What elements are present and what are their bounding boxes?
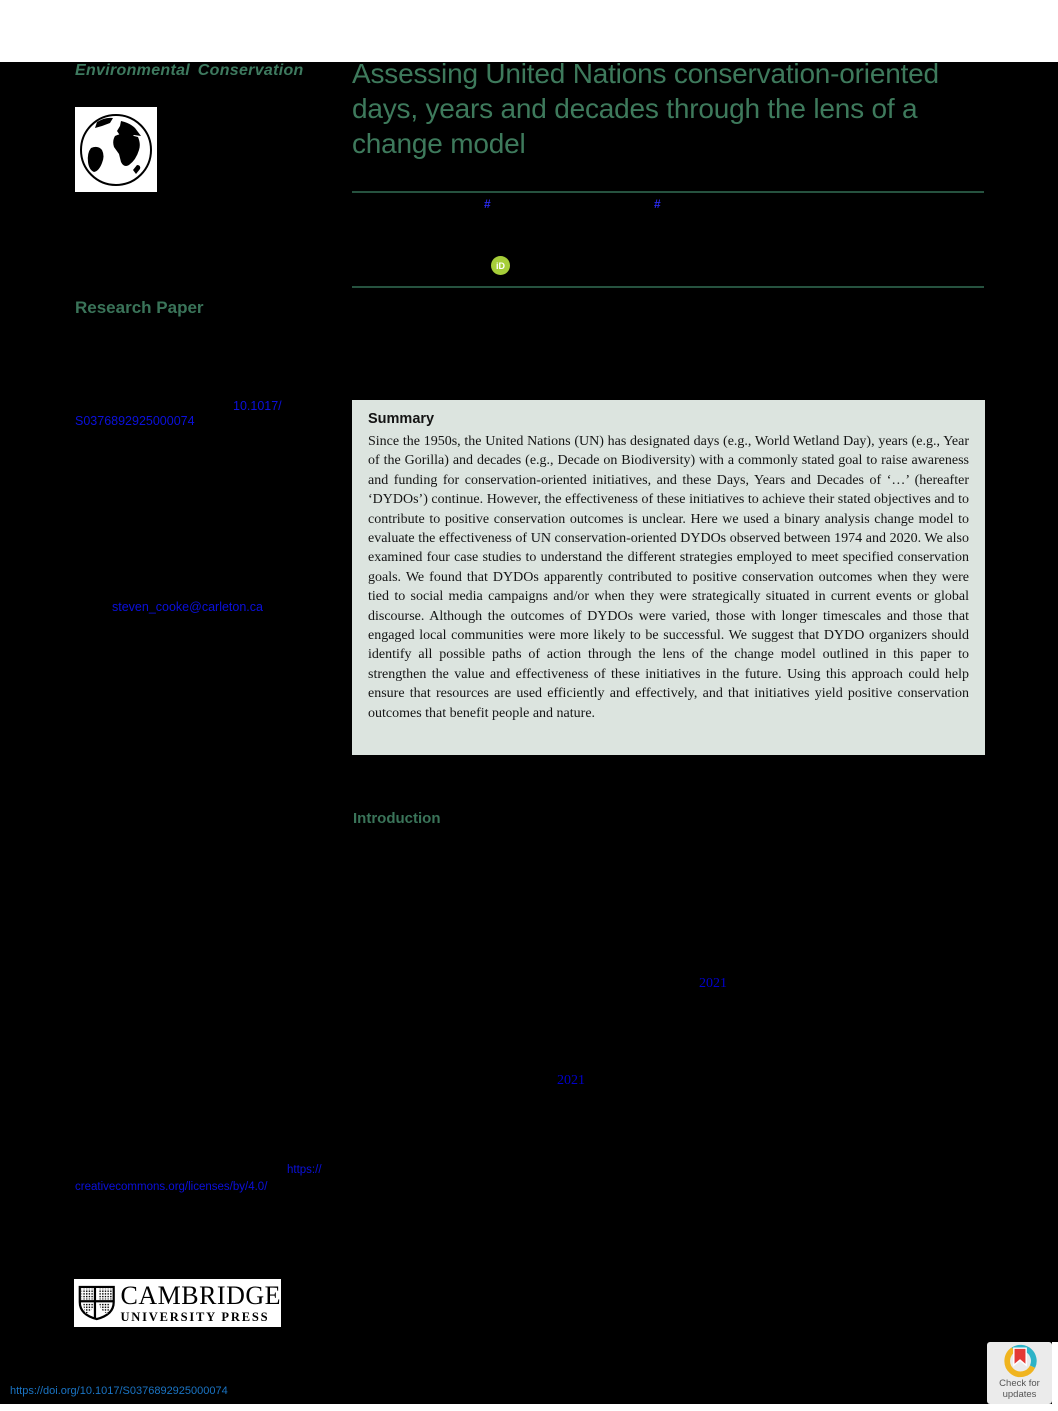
check-for-updates-label-line-1: Check for (999, 1378, 1040, 1389)
journal-title: Environmental Conservation (75, 62, 304, 79)
crossmark-icon (1001, 1342, 1039, 1380)
article-title (352, 56, 1012, 161)
corresponding-author-email-link[interactable]: steven_cooke@carleton.ca (112, 600, 263, 614)
affiliation-link-1[interactable]: # (484, 197, 491, 211)
article-title-line-2: days, years and decades through the lens of a (352, 93, 918, 124)
reference-year-link-1[interactable]: 2021 (699, 976, 727, 991)
reference-year-link-2[interactable]: 2021 (557, 1073, 585, 1088)
license-link-part-2[interactable]: creativecommons.org/licenses/by/4.0/ (75, 1181, 268, 1193)
check-for-updates-label (999, 1379, 1040, 1400)
publisher-name (120, 1280, 281, 1324)
publisher-name-line-1: CAMBRIDGE (120, 1280, 281, 1310)
page-edge (1052, 1342, 1058, 1404)
check-for-updates-label-line-2: updates (1002, 1388, 1037, 1400)
citation-doi-link-part-2[interactable]: S0376892925000074 (75, 414, 195, 428)
footer-doi-link[interactable]: https://doi.org/10.1017/S0376892925000074 (10, 1385, 228, 1397)
introduction-heading: Introduction (353, 810, 441, 827)
article-title-line-3: change model (352, 128, 526, 159)
affiliation-link-2[interactable]: # (654, 197, 661, 211)
publisher-logo (74, 1279, 281, 1327)
orcid-icon[interactable]: iD (491, 256, 510, 275)
author-block-top-rule (352, 191, 984, 193)
publisher-name-line-2: UNIVERSITY PRESS (120, 1309, 270, 1324)
license-link-part-1[interactable]: https:// (287, 1164, 322, 1176)
cambridge-shield-icon (78, 1283, 115, 1323)
citation-doi-link-part-1[interactable]: 10.1017/ (233, 399, 282, 413)
journal-logo (75, 107, 157, 192)
summary-abstract-text: Since the 1950s, the United Nations (UN) has designated days (e.g., World Wetland Day), years (e.g., Year of the Gorilla) and decades (e.g., Decade on Biodiversity) with a commonly stated goal to raise awareness and funding for conservation-oriented initiatives, and these Days, Years and Decades of ‘…’ (hereafter ‘DYDOs’) continue. However, the effectiveness of these initiatives to achieve their stated objectives and to contribute to positive conservation outcomes is unclear. Here we used a binary analysis change model to evaluate the effectiveness of UN conservation-oriented DYDOs observed between 1974 and 2020. We also examined four case studies to understand the different strategies employed to meet specified conservation goals. We found that DYDOs apparently contributed to positive conservation outcomes when they were tied to social media campaigns and/or when they were strategically situated in current events or global discourse. Although the outcomes of DYDOs were varied, those with longer timescales and those that engaged local communities were more likely to be successful. We suggest that DYDO organizers should identify all possible paths of action through the lens of the change model outlined in this paper to strengthen the value and effectiveness of these initiatives in the future. Using this approach could help ensure that resources are used efficiently and effectively, and that initiatives yield positive conservation outcomes that benefit people and nature. (368, 434, 969, 721)
article-title-line-1: Assessing United Nations conservation-oriented (352, 58, 939, 89)
section-label: Research Paper (75, 298, 204, 317)
check-for-updates-button[interactable] (987, 1342, 1052, 1404)
globe-icon (77, 110, 155, 190)
author-block-bottom-rule (352, 286, 984, 288)
summary-panel (352, 400, 985, 755)
summary-heading: Summary (368, 411, 435, 427)
